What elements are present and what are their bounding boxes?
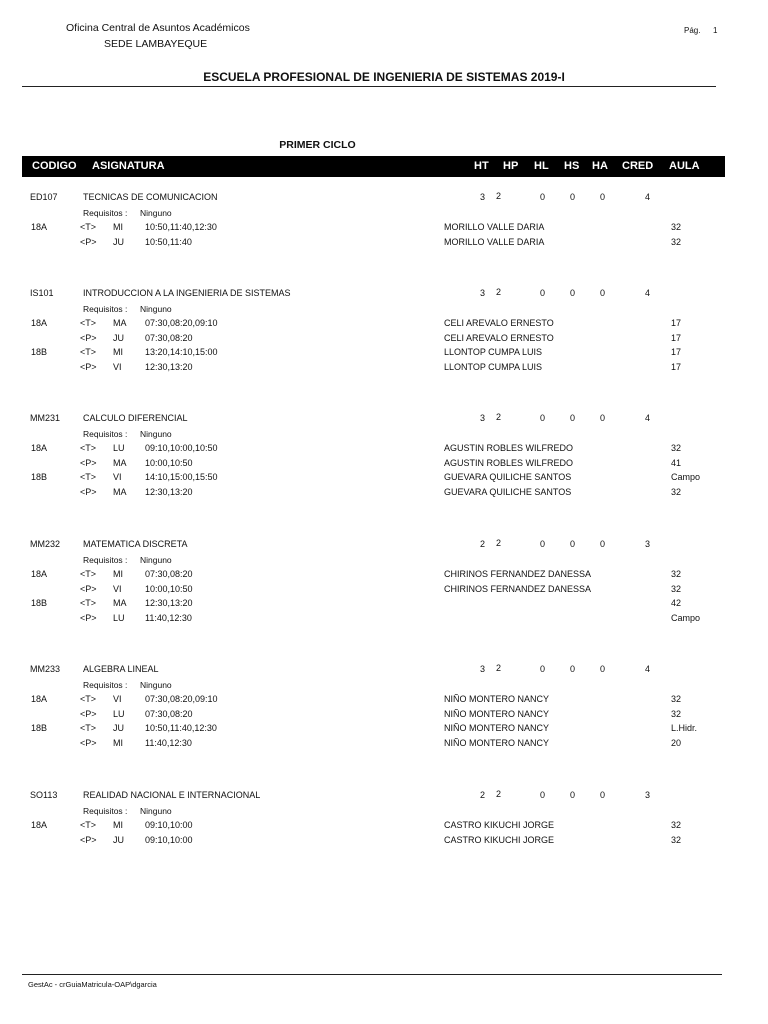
course-hl: 0 [540,790,546,800]
session-type: <T> [80,569,97,579]
course-hl: 0 [540,413,546,423]
course-hs: 0 [570,288,576,298]
requisites-label: Requisitos : [83,680,128,690]
session-day: VI [113,362,122,372]
teacher-name: CHIRINOS FERNANDEZ DANESSA [444,569,592,579]
col-cred: CRED [622,160,654,172]
group-code: 18A [31,694,48,704]
session-day: MA [113,487,127,497]
group-code: 18A [31,318,48,328]
session-type: <P> [80,487,97,497]
course-ht: 3 [480,413,486,423]
requisites-label: Requisitos : [83,555,128,565]
cycle-heading: PRIMER CICLO [279,139,356,151]
session-type: <P> [80,613,97,623]
session-times: 10:00,10:50 [145,584,193,594]
group-code: 18B [31,598,48,608]
session-type: <T> [80,318,97,328]
room-name: 32 [671,443,682,453]
page-number: 1 [712,26,718,35]
session-type: <P> [80,458,97,468]
course-name: CALCULO DIFERENCIAL [83,413,188,423]
teacher-name: LLONTOP CUMPA LUIS [444,347,543,357]
teacher-name: MORILLO VALLE DARIA [444,237,545,247]
room-name: 32 [671,569,682,579]
course-hp: 2 [496,789,502,799]
room-name: 32 [671,694,682,704]
session-type: <P> [80,333,97,343]
teacher-name: NIÑO MONTERO NANCY [444,694,550,704]
session-times: 13:20,14:10,15:00 [145,347,218,357]
session-day: MA [113,458,127,468]
session-day: MA [113,598,127,608]
session-day: MI [113,347,123,357]
requisites-value: Ninguno [140,304,172,314]
session-times: 07:30,08:20,09:10 [145,694,218,704]
requisites-value: Ninguno [140,555,172,565]
footer-divider [22,974,722,975]
session-times: 10:50,11:40 [145,237,192,247]
col-asignatura: ASIGNATURA [92,160,165,172]
room-name: 20 [671,738,682,748]
page-title: ESCUELA PROFESIONAL DE INGENIERIA DE SISTEMAS 2019-I [203,70,565,84]
session-day: VI [113,472,122,482]
group-code: 18A [31,820,48,830]
course-hp: 2 [496,412,502,422]
course-block [0,413,768,523]
course-name: ALGEBRA LINEAL [83,664,159,674]
course-ht: 3 [480,664,486,674]
course-block [0,192,768,302]
group-code: 18A [31,443,48,453]
teacher-name: NIÑO MONTERO NANCY [444,723,550,733]
teacher-name: AGUSTIN ROBLES WILFREDO [444,443,574,453]
course-cred: 4 [645,288,651,298]
table-header [22,156,725,177]
teacher-name: NIÑO MONTERO NANCY [444,738,550,748]
teacher-name: GUEVARA QUILICHE SANTOS [444,472,572,482]
course-name: MATEMATICA DISCRETA [83,539,188,549]
col-ht: HT [474,160,489,172]
course-hp: 2 [496,663,502,673]
course-code: ED107 [30,192,58,202]
session-type: <T> [80,472,97,482]
col-hs: HS [564,160,580,172]
course-ha: 0 [600,288,606,298]
session-day: MI [113,738,123,748]
course-cred: 4 [645,192,651,202]
session-times: 10:50,11:40,12:30 [145,222,217,232]
group-code: 18B [31,723,48,733]
session-type: <P> [80,237,97,247]
session-day: LU [113,443,125,453]
room-name: 42 [671,598,682,608]
course-name: INTRODUCCION A LA INGENIERIA DE SISTEMAS [83,288,291,298]
course-cred: 3 [645,790,651,800]
room-name: 32 [671,820,682,830]
session-day: MI [113,820,123,830]
session-type: <P> [80,362,97,372]
session-times: 12:30,13:20 [145,362,193,372]
course-ha: 0 [600,539,606,549]
course-cred: 4 [645,664,651,674]
requisites-value: Ninguno [140,680,172,690]
session-type: <P> [80,835,97,845]
session-type: <P> [80,584,97,594]
course-hs: 0 [570,790,576,800]
course-code: IS101 [30,288,54,298]
session-times: 14:10,15:00,15:50 [145,472,218,482]
office-name: Oficina Central de Asuntos Académicos [66,22,250,34]
session-day: MI [113,569,123,579]
course-hl: 0 [540,539,546,549]
teacher-name: CASTRO KIKUCHI JORGE [444,835,555,845]
course-ha: 0 [600,192,606,202]
course-hl: 0 [540,192,546,202]
room-name: Campo [671,613,701,623]
session-type: <P> [80,709,97,719]
teacher-name: MORILLO VALLE DARIA [444,222,545,232]
course-block [0,664,768,774]
room-name: 32 [671,222,682,232]
teacher-name: GUEVARA QUILICHE SANTOS [444,487,572,497]
session-type: <T> [80,723,97,733]
session-day: VI [113,584,122,594]
requisites-value: Ninguno [140,806,172,816]
page-label: Pág. [684,26,701,35]
teacher-name: LLONTOP CUMPA LUIS [444,362,543,372]
session-day: MA [113,318,127,328]
session-type: <T> [80,694,97,704]
course-block [0,539,768,649]
session-day: JU [113,723,124,733]
col-hp: HP [503,160,519,172]
teacher-name: CELI AREVALO ERNESTO [444,333,554,343]
course-name: REALIDAD NACIONAL E INTERNACIONAL [83,790,261,800]
session-type: <T> [80,347,97,357]
requisites-label: Requisitos : [83,429,128,439]
room-name: 32 [671,584,682,594]
room-name: 17 [671,347,682,357]
requisites-value: Ninguno [140,429,172,439]
room-name: 17 [671,318,682,328]
room-name: 32 [671,835,682,845]
session-times: 12:30,13:20 [145,598,193,608]
course-ha: 0 [600,413,606,423]
course-hs: 0 [570,539,576,549]
course-hl: 0 [540,288,546,298]
room-name: 17 [671,333,682,343]
session-times: 09:10,10:00,10:50 [145,443,218,453]
course-hp: 2 [496,287,502,297]
requisites-label: Requisitos : [83,304,128,314]
session-times: 07:30,08:20,09:10 [145,318,218,328]
session-times: 07:30,08:20 [145,333,193,343]
session-times: 10:00,10:50 [145,458,193,468]
teacher-name: CHIRINOS FERNANDEZ DANESSA [444,584,592,594]
course-block [0,288,768,398]
session-times: 07:30,08:20 [145,569,193,579]
group-code: 18B [31,472,48,482]
title-divider [22,86,716,87]
room-name: Campo [671,472,701,482]
course-name: TECNICAS DE COMUNICACION [83,192,218,202]
teacher-name: CELI AREVALO ERNESTO [444,318,554,328]
course-code: SO113 [30,790,58,800]
course-ht: 3 [480,288,486,298]
room-name: L.Hidr. [671,723,698,733]
course-block [0,790,768,900]
session-times: 09:10,10:00 [145,835,193,845]
course-code: MM232 [30,539,61,549]
teacher-name: NIÑO MONTERO NANCY [444,709,550,719]
course-ha: 0 [600,664,606,674]
session-type: <T> [80,820,97,830]
session-day: VI [113,694,122,704]
session-type: <T> [80,598,97,608]
session-day: LU [113,613,125,623]
col-codigo: CODIGO [32,160,77,172]
sede-name: SEDE LAMBAYEQUE [104,38,208,50]
course-cred: 3 [645,539,651,549]
session-day: MI [113,222,123,232]
course-hl: 0 [540,664,546,674]
teacher-name: CASTRO KIKUCHI JORGE [444,820,555,830]
session-times: 10:50,11:40,12:30 [145,723,217,733]
course-ht: 2 [480,539,486,549]
room-name: 32 [671,709,682,719]
room-name: 32 [671,237,682,247]
session-day: JU [113,835,124,845]
group-code: 18B [31,347,48,357]
session-type: <T> [80,443,97,453]
course-hs: 0 [570,664,576,674]
course-cred: 4 [645,413,651,423]
session-day: JU [113,333,124,343]
session-times: 11:40,12:30 [145,613,192,623]
requisites-value: Ninguno [140,208,172,218]
course-code: MM233 [30,664,61,674]
course-ha: 0 [600,790,606,800]
session-type: <T> [80,222,97,232]
course-ht: 3 [480,192,486,202]
session-times: 07:30,08:20 [145,709,193,719]
course-hp: 2 [496,191,502,201]
room-name: 32 [671,487,682,497]
session-type: <P> [80,738,97,748]
course-hs: 0 [570,192,576,202]
room-name: 41 [671,458,682,468]
requisites-label: Requisitos : [83,806,128,816]
session-day: JU [113,237,124,247]
col-hl: HL [534,160,549,172]
course-ht: 2 [480,790,486,800]
session-times: 11:40,12:30 [145,738,192,748]
requisites-label: Requisitos : [83,208,128,218]
course-code: MM231 [30,413,61,423]
teacher-name: AGUSTIN ROBLES WILFREDO [444,458,574,468]
course-hs: 0 [570,413,576,423]
session-times: 09:10,10:00 [145,820,193,830]
page-indicator [684,26,717,35]
group-code: 18A [31,222,48,232]
session-day: LU [113,709,125,719]
course-hp: 2 [496,538,502,548]
session-times: 12:30,13:20 [145,487,193,497]
room-name: 17 [671,362,682,372]
col-ha: HA [592,160,608,172]
footer-text: GestAc - crGuiaMatricula-OAP\dgarcia [28,980,157,989]
col-aula: AULA [669,160,700,172]
group-code: 18A [31,569,48,579]
